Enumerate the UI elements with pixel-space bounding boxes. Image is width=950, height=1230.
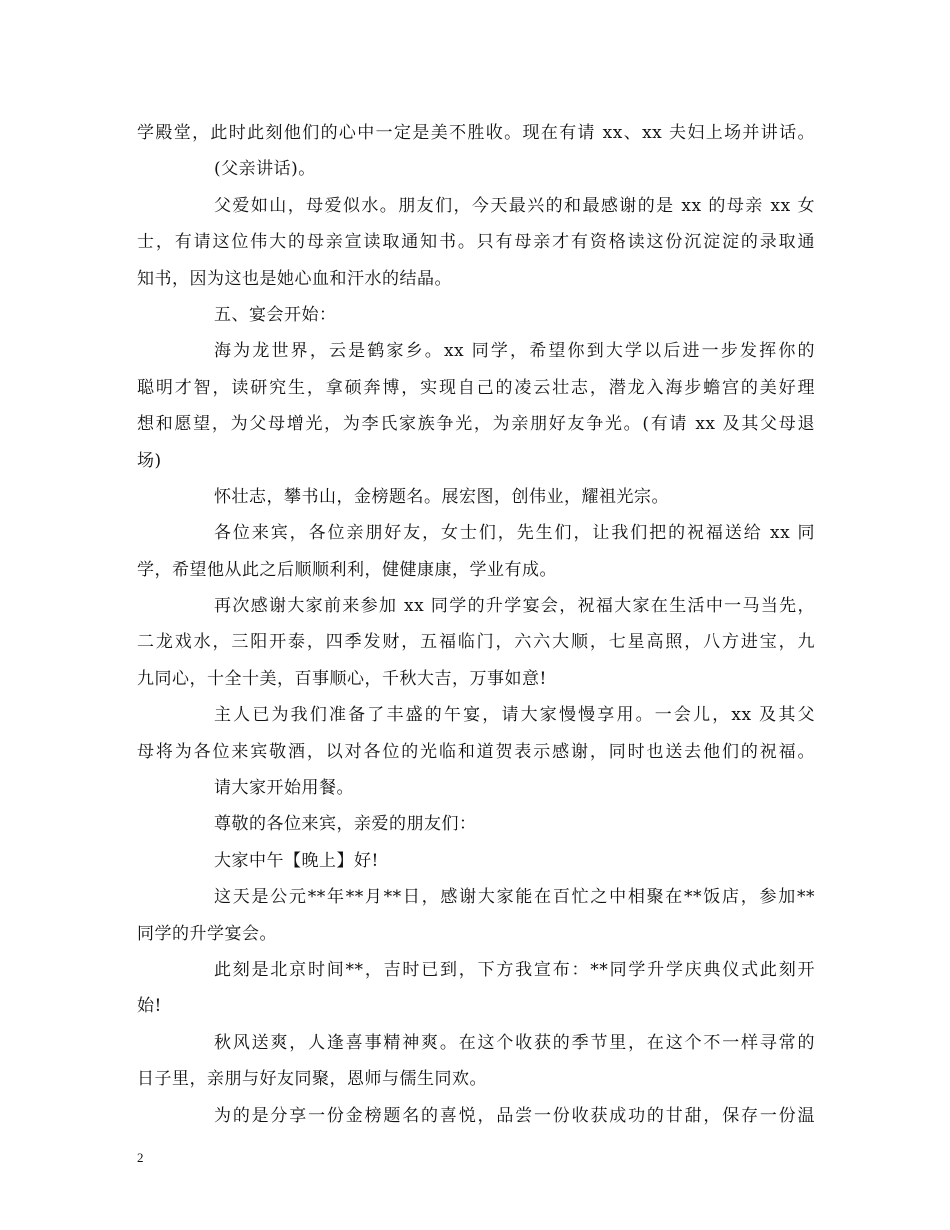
text-line: 各位来宾，各位亲朋好友，女士们，先生们，让我们把的祝福送给 xx 同 bbox=[214, 523, 815, 544]
text-line: (父亲讲话)。 bbox=[214, 159, 316, 180]
section-heading: 五、宴会开始： bbox=[214, 304, 337, 325]
text-line: 海为龙世界，云是鹤家乡。xx 同学，希望你到大学以后进一步发挥你的 bbox=[214, 341, 815, 362]
text-line: 此刻是北京时间**，吉时已到，下方我宣布：**同学升学庆典仪式此刻开 bbox=[214, 959, 815, 980]
text-line: 九同心，十全十美，百事顺心，千秋大吉，万事如意! bbox=[137, 668, 547, 689]
text-line: 母将为各位来宾敬酒，以对各位的光临和道贺表示感谢，同时也送去他们的祝福。 bbox=[137, 741, 815, 762]
text-line: 再次感谢大家前来参加 xx 同学的升学宴会，祝福大家在生活中一马当先， bbox=[214, 596, 815, 617]
page-number: 2 bbox=[137, 1150, 144, 1165]
text-line: 主人已为我们准备了丰盛的午宴，请大家慢慢享用。一会儿，xx 及其父 bbox=[214, 705, 815, 726]
text-line: 学，希望他从此之后顺顺利利，健健康康，学业有成。 bbox=[137, 559, 557, 580]
text-line: 想和愿望，为父母增光，为李氏家族争光，为亲朋好友争光。(有请 xx 及其父母退 bbox=[137, 414, 815, 435]
document-body bbox=[137, 115, 815, 1134]
text-line: 大家中午【晚上】好! bbox=[214, 850, 379, 871]
text-line: 怀壮志，攀书山，金榜题名。展宏图，创伟业，耀祖光宗。 bbox=[214, 486, 669, 507]
text-line: 聪明才智，读研究生，拿硕奔博，实现自己的凌云壮志，潜龙入海步蟾宫的美好理 bbox=[137, 377, 815, 398]
text-line: 尊敬的各位来宾，亲爱的朋友们： bbox=[214, 814, 477, 835]
text-line: 这天是公元**年**月**日，感谢大家能在百忙之中相聚在**饭店，参加** bbox=[214, 887, 815, 908]
text-line: 始! bbox=[137, 996, 162, 1017]
text-line: 请大家开始用餐。 bbox=[214, 778, 354, 799]
text-line: 日子里，亲朋与好友同聚，恩师与儒生同欢。 bbox=[137, 1069, 487, 1090]
text-line: 士，有请这位伟大的母亲宣读取通知书。只有母亲才有资格读这份沉淀淀的录取通 bbox=[137, 232, 815, 253]
text-line: 学殿堂，此时此刻他们的心中一定是美不胜收。现在有请 xx、xx 夫妇上场并讲话。 bbox=[137, 123, 815, 143]
text-line: 同学的升学宴会。 bbox=[137, 923, 277, 944]
text-line: 为的是分享一份金榜题名的喜悦，品尝一份收获成功的甘甜，保存一份温 bbox=[214, 1105, 815, 1126]
text-line: 秋风送爽，人逢喜事精神爽。在这个收获的季节里，在这个不一样寻常的 bbox=[214, 1032, 815, 1053]
text-line: 父爱如山，母爱似水。朋友们，今天最兴的和最感谢的是 xx 的母亲 xx 女 bbox=[214, 195, 815, 216]
text-line: 二龙戏水，三阳开泰，四季发财，五福临门，六六大顺，七星高照，八方进宝，九 bbox=[137, 632, 815, 653]
text-line: 知书，因为这也是她心血和汗水的结晶。 bbox=[137, 268, 452, 289]
text-line: 场) bbox=[137, 450, 162, 471]
